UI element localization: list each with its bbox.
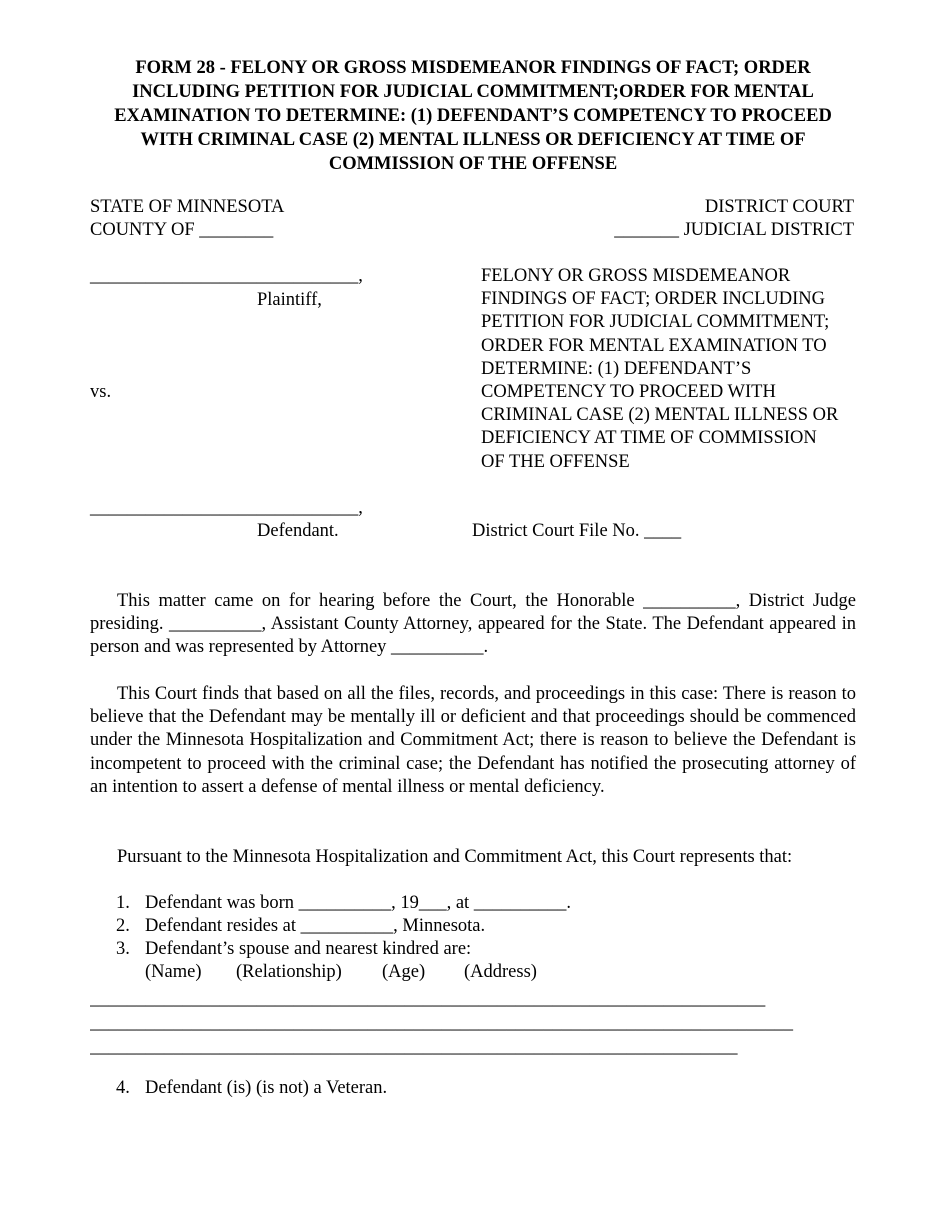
document-caption-title: FELONY OR GROSS MISDEMEANOR FINDINGS OF FACT; ORDER INCLUDING PETITION FOR JUDICIAL COMMITMENT; ORDER FOR MENTAL EXAMINATION TO DETERMINE: (1) DEFENDANT’S COMPETENCY TO PROCEED WITH CRIMINAL CASE (2) MENTAL ILLNESS OR DEFICIENCY AT TIME OF COMMISSION OF THE OFFENSE [481, 266, 839, 472]
list-item [116, 1077, 856, 1100]
kindred-blank-line: ______________________________________________________________________ [90, 1037, 738, 1057]
defendant-label: Defendant. [257, 521, 339, 541]
list-item-number: 3. [116, 939, 130, 960]
form-title: FORM 28 - FELONY OR GROSS MISDEMEANOR FINDINGS OF FACT; ORDER INCLUDING PETITION FOR JUDICIAL COMMITMENT;ORDER FOR MENTAL EXAMINATION TO DETERMINE: (1) DEFENDANT’S COMPETENCY TO PROCEED WITH CRIMINAL CASE (2) MENTAL ILLNESS OR DEFICIENCY AT TIME OF COMMISSION OF THE OFFENSE [114, 58, 832, 174]
kindred-blank-line: _________________________________________________________________________ [90, 989, 766, 1009]
defendant-blank: _____________________________, [90, 498, 363, 518]
kindred-column-headers [145, 961, 537, 984]
list-item-text: Defendant’s spouse and nearest kindred are: [145, 939, 472, 960]
list-item-number: 1. [116, 893, 130, 913]
list-item-text: Defendant was born __________, 19___, at __________. [145, 893, 571, 913]
hearing-paragraph: This matter came on for hearing before the Court, the Honorable __________, District Judge presiding. __________, Assistant County Attorney, appeared for the State. The Defendant appeared in person and was represented by Attorney __________. [90, 591, 856, 658]
list-item [116, 915, 856, 938]
list-item [116, 892, 856, 915]
court-label: DISTRICT COURT [704, 197, 854, 217]
file-number: District Court File No. ____ [472, 521, 682, 541]
list-item-text: Defendant resides at __________, Minnesota. [145, 916, 486, 937]
state-label: STATE OF MINNESOTA [90, 197, 285, 217]
veteran-item [116, 1077, 856, 1100]
findings-paragraph: This Court finds that based on all the files, records, and proceedings in this case: There is reason to believe that the Defendant may be mentally ill or deficient and that proceedings should be commenced under the Minnesota Hospitalization and Commitment Act; there is reason to believe the Defendant is incompetent to proceed with the criminal case; the Defendant has notified the prosecuting attorney of an intention to assert a defense of mental illness or mental deficiency. [90, 684, 856, 797]
column-name: (Name) [145, 962, 202, 982]
list-item [116, 938, 856, 961]
vs-label: vs. [90, 382, 112, 402]
county-label: COUNTY OF ________ [90, 220, 274, 240]
pursuant-paragraph: Pursuant to the Minnesota Hospitalization and Commitment Act, this Court represents that: [117, 847, 793, 867]
column-address: (Address) [464, 962, 537, 982]
list-item-number: 2. [116, 916, 130, 937]
column-relationship: (Relationship) [236, 962, 342, 982]
kindred-blank-line: ____________________________________________________________________________ [90, 1013, 793, 1033]
judicial-district-label: _______ JUDICIAL DISTRICT [614, 220, 854, 240]
plaintiff-blank: _____________________________, [90, 266, 363, 286]
list-item-text: Defendant (is) (is not) a Veteran. [145, 1078, 388, 1098]
column-age: (Age) [382, 962, 426, 982]
findings-list [116, 892, 856, 962]
plaintiff-label: Plaintiff, [257, 290, 322, 310]
list-item-number: 4. [116, 1078, 130, 1098]
